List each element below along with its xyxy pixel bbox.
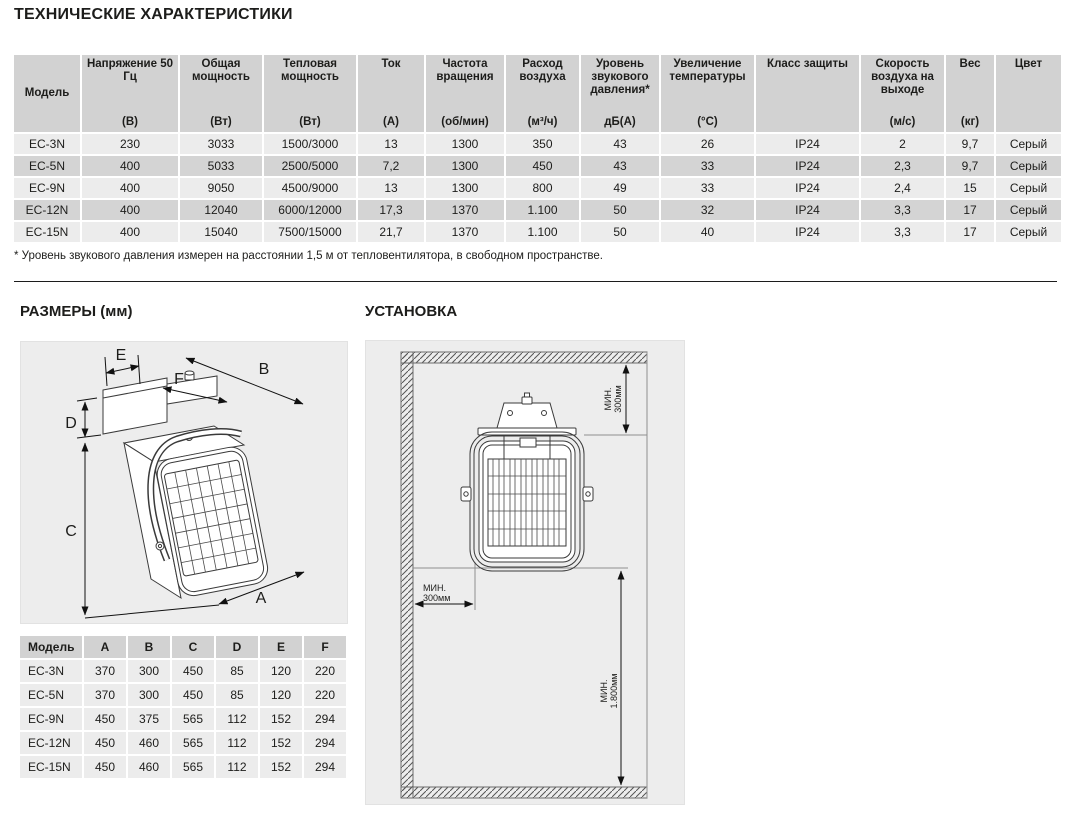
installation-heading: УСТАНОВКА xyxy=(365,303,458,320)
dim-cell: 450 xyxy=(84,756,126,778)
spec-row xyxy=(14,222,1061,242)
dim-row xyxy=(20,684,346,706)
mounting-bracket xyxy=(497,393,557,428)
dim-cell: EC-3N xyxy=(20,660,82,682)
dim-label-C: C xyxy=(65,523,77,540)
dim-cell: 565 xyxy=(172,732,214,754)
floor xyxy=(401,787,647,798)
wall-bracket-plate xyxy=(103,378,167,434)
heater-body-isometric xyxy=(103,371,270,598)
spec-cell: 3,3 xyxy=(861,222,944,242)
top-clearance-label xyxy=(603,385,623,412)
spec-cell: 2,4 xyxy=(861,178,944,198)
svg-text:МИН.: МИН. xyxy=(603,387,613,411)
dim-cell: 370 xyxy=(84,684,126,706)
front-grille-icon xyxy=(488,459,566,546)
spec-cell: 12040 xyxy=(180,200,262,220)
dim-label-A: A xyxy=(255,590,267,607)
spec-cell: 2 xyxy=(861,134,944,154)
spec-row xyxy=(14,156,1061,176)
spec-cell: 15 xyxy=(946,178,994,198)
dim-cell: 120 xyxy=(260,660,302,682)
spec-cell: 1300 xyxy=(426,156,504,176)
spec-cell: 6000/12000 xyxy=(264,200,356,220)
spec-cell: 43 xyxy=(581,156,659,176)
spec-cell: 350 xyxy=(506,134,579,154)
spec-cell: 1370 xyxy=(426,200,504,220)
spec-cell: IP24 xyxy=(756,222,859,242)
section-divider xyxy=(14,281,1057,282)
dim-cell: 152 xyxy=(260,732,302,754)
dimensions-table-header-row xyxy=(20,636,346,658)
dim-cell: 220 xyxy=(304,684,346,706)
dim-col-header: D xyxy=(216,636,258,658)
spec-row xyxy=(14,178,1061,198)
spec-cell: 230 xyxy=(82,134,178,154)
dim-cell: 294 xyxy=(304,708,346,730)
spec-cell: EC-15N xyxy=(14,222,80,242)
dim-cell: 294 xyxy=(304,756,346,778)
spec-cell: 400 xyxy=(82,222,178,242)
dim-col-header: C xyxy=(172,636,214,658)
spec-cell: 400 xyxy=(82,156,178,176)
spec-cell: 17,3 xyxy=(358,200,424,220)
spec-cell: 33 xyxy=(661,156,754,176)
side-clearance-label-line2: 300мм xyxy=(423,593,451,603)
dimension-drawing-panel xyxy=(20,341,348,624)
spec-cell: 49 xyxy=(581,178,659,198)
dim-cell: 450 xyxy=(172,684,214,706)
dim-cell: 460 xyxy=(128,756,170,778)
dim-cell: 450 xyxy=(172,660,214,682)
installation-diagram-panel xyxy=(365,340,685,805)
dim-label-E: E xyxy=(115,347,127,364)
spec-col-header: Частота вращения (об/мин) xyxy=(426,55,504,132)
spec-col-header: Общая мощность (Вт) xyxy=(180,55,262,132)
spec-cell: IP24 xyxy=(756,178,859,198)
spec-cell: 13 xyxy=(358,178,424,198)
spec-cell: 9,7 xyxy=(946,134,994,154)
dim-cell: 300 xyxy=(128,684,170,706)
spec-cell: 40 xyxy=(661,222,754,242)
dim-cell: 112 xyxy=(216,756,258,778)
dim-row xyxy=(20,708,346,730)
dim-label-D: D xyxy=(65,415,77,432)
spec-cell: EC-12N xyxy=(14,200,80,220)
spec-cell: EC-3N xyxy=(14,134,80,154)
dim-cell: 450 xyxy=(84,708,126,730)
heater-front-view xyxy=(461,393,593,571)
dim-col-header: Модель xyxy=(20,636,82,658)
dim-col-header: F xyxy=(304,636,346,658)
spec-cell: 7,2 xyxy=(358,156,424,176)
dim-col-header: E xyxy=(260,636,302,658)
dim-label-B: B xyxy=(258,361,270,378)
footnote: * Уровень звукового давления измерен на расстоянии 1,5 м от тепловентилятора, в свободном пространстве. xyxy=(14,250,603,262)
spec-col-header: Тепловая мощность (Вт) xyxy=(264,55,356,132)
spec-cell: 17 xyxy=(946,200,994,220)
spec-cell: 17 xyxy=(946,222,994,242)
spec-cell: 1500/3000 xyxy=(264,134,356,154)
spec-cell: Серый xyxy=(996,134,1061,154)
spec-cell: 50 xyxy=(581,200,659,220)
page-title: ТЕХНИЧЕСКИЕ ХАРАКТЕРИСТИКИ xyxy=(14,6,293,23)
dim-cell: 120 xyxy=(260,684,302,706)
spec-cell: 21,7 xyxy=(358,222,424,242)
spec-cell: 800 xyxy=(506,178,579,198)
spec-cell: 1.100 xyxy=(506,222,579,242)
spec-cell: 15040 xyxy=(180,222,262,242)
spec-cell: 43 xyxy=(581,134,659,154)
installation-diagram xyxy=(366,341,684,804)
spec-cell: Серый xyxy=(996,156,1061,176)
spec-cell: 9050 xyxy=(180,178,262,198)
spec-cell: 400 xyxy=(82,178,178,198)
dimensions-table xyxy=(18,634,348,780)
floor-clearance-label xyxy=(599,674,619,709)
dim-cell: 300 xyxy=(128,660,170,682)
spec-row xyxy=(14,200,1061,220)
spec-col-header: Уровень звукового давления* дБ(А) xyxy=(581,55,659,132)
dim-row xyxy=(20,732,346,754)
dim-cell: EC-9N xyxy=(20,708,82,730)
spec-col-header: Скорость воздуха на выходе (м/с) xyxy=(861,55,944,132)
spec-cell: 2,3 xyxy=(861,156,944,176)
dim-cell: EC-12N xyxy=(20,732,82,754)
dim-col-header: A xyxy=(84,636,126,658)
dim-cell: 375 xyxy=(128,708,170,730)
spec-cell: EC-5N xyxy=(14,156,80,176)
spec-cell: 3,3 xyxy=(861,200,944,220)
spec-cell: 1300 xyxy=(426,134,504,154)
dim-col-header: B xyxy=(128,636,170,658)
side-clearance-label-line1: МИН. xyxy=(423,583,446,593)
spec-cell: 9,7 xyxy=(946,156,994,176)
spec-cell: EC-9N xyxy=(14,178,80,198)
spec-cell: IP24 xyxy=(756,156,859,176)
spec-col-header: Модель xyxy=(14,55,80,132)
ceiling-wall xyxy=(401,352,647,363)
dim-cell: 460 xyxy=(128,732,170,754)
cable-gland xyxy=(520,438,536,447)
spec-table xyxy=(12,53,1063,244)
spec-cell: 7500/15000 xyxy=(264,222,356,242)
spec-cell: IP24 xyxy=(756,200,859,220)
spec-cell: 5033 xyxy=(180,156,262,176)
spec-cell: IP24 xyxy=(756,134,859,154)
dim-cell: 112 xyxy=(216,732,258,754)
spec-col-header: Ток (А) xyxy=(358,55,424,132)
spec-cell: Серый xyxy=(996,222,1061,242)
spec-col-header: Вес (кг) xyxy=(946,55,994,132)
dim-cell: EC-15N xyxy=(20,756,82,778)
spec-cell: 4500/9000 xyxy=(264,178,356,198)
dimensions-heading: РАЗМЕРЫ (мм) xyxy=(20,303,133,320)
spec-cell: 1.100 xyxy=(506,200,579,220)
spec-cell: Серый xyxy=(996,200,1061,220)
dim-cell: 294 xyxy=(304,732,346,754)
dim-cell: EC-5N xyxy=(20,684,82,706)
side-knob-icon xyxy=(156,542,164,550)
spec-table-header-row xyxy=(14,55,1061,132)
spec-cell: 50 xyxy=(581,222,659,242)
spec-col-header: Расход воздуха (м³/ч) xyxy=(506,55,579,132)
dim-cell: 152 xyxy=(260,756,302,778)
cap-screw-icon xyxy=(185,371,194,380)
spec-cell: 33 xyxy=(661,178,754,198)
left-wall xyxy=(401,352,413,798)
dim-cell: 85 xyxy=(216,660,258,682)
dim-row xyxy=(20,756,346,778)
spec-cell: Серый xyxy=(996,178,1061,198)
svg-text:1.800мм: 1.800мм xyxy=(609,673,619,709)
dim-cell: 220 xyxy=(304,660,346,682)
dim-cell: 370 xyxy=(84,660,126,682)
spec-col-header: Класс защиты xyxy=(756,55,859,132)
spec-cell: 32 xyxy=(661,200,754,220)
spec-col-header: Увеличение температуры (°С) xyxy=(661,55,754,132)
spec-cell: 450 xyxy=(506,156,579,176)
svg-text:МИН.: МИН. xyxy=(599,679,609,703)
dim-cell: 152 xyxy=(260,708,302,730)
dim-cell: 450 xyxy=(84,732,126,754)
dim-cell: 565 xyxy=(172,756,214,778)
dim-cell: 112 xyxy=(216,708,258,730)
spec-cell: 1300 xyxy=(426,178,504,198)
spec-cell: 2500/5000 xyxy=(264,156,356,176)
spec-cell: 400 xyxy=(82,200,178,220)
spec-cell: 26 xyxy=(661,134,754,154)
dim-cell: 85 xyxy=(216,684,258,706)
dim-label-F: F xyxy=(174,371,184,388)
spec-col-header: Цвет xyxy=(996,55,1061,132)
dim-cell: 565 xyxy=(172,708,214,730)
spec-cell: 3033 xyxy=(180,134,262,154)
spec-row xyxy=(14,134,1061,154)
svg-text:300мм: 300мм xyxy=(613,385,623,413)
spec-cell: 1370 xyxy=(426,222,504,242)
spec-cell: 13 xyxy=(358,134,424,154)
spec-col-header: Напряжение 50 Гц (В) xyxy=(82,55,178,132)
dim-row xyxy=(20,660,346,682)
heater-isometric-drawing xyxy=(21,342,347,623)
